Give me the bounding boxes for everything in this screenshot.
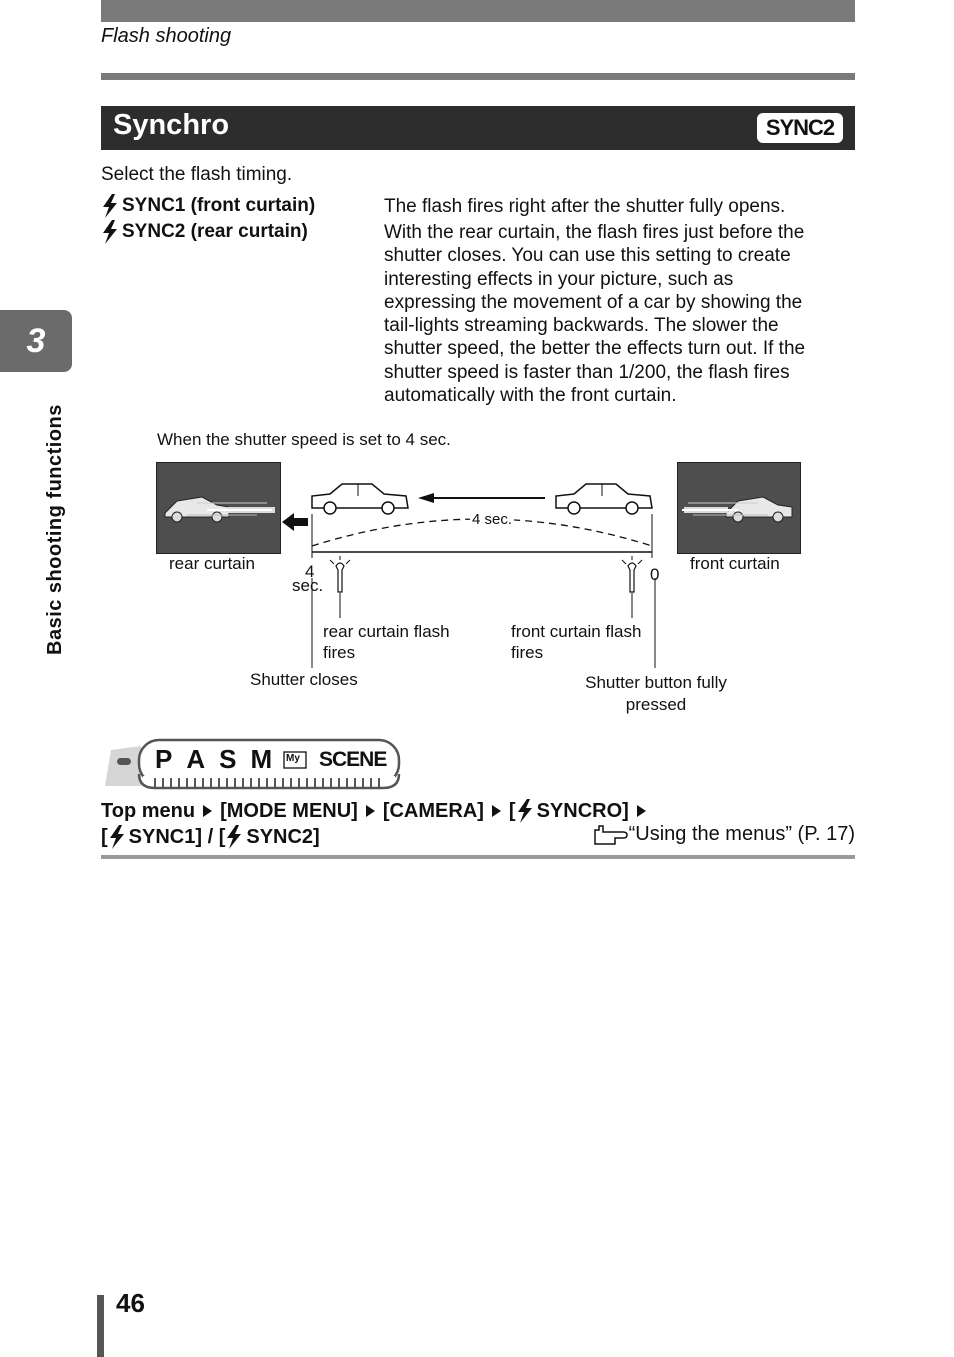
mode-letters [155,744,272,775]
page-number-bar [97,1295,104,1357]
option-sync2-label: SYNC2 (rear curtain) [122,221,308,242]
description-line: automatically with the front curtain. [384,385,677,407]
menu-bracket: [ [101,825,108,848]
menu-camera: [CAMERA] [382,799,484,822]
flash-bulb-icon [622,556,642,592]
front-flash-label [511,621,641,663]
option-sync1-description: The flash fires right after the shutter fully opens. [384,196,786,217]
flash-icon [108,825,126,849]
label-line: front curtain flash [511,622,642,641]
description-line: interesting effects in your picture, such as [384,268,734,290]
menu-path-line-1 [101,799,654,823]
page-title: Synchro [113,109,230,141]
header-bar [101,0,855,22]
label-line: pressed [625,695,687,714]
blurred-car-image [157,463,280,553]
header-rule [101,73,855,80]
diagram-caption: When the shutter speed is set to 4 sec. [157,430,451,449]
arc-label: 4 sec. [472,511,513,528]
page-number: 46 [116,1288,145,1318]
mode-a: A [186,744,206,774]
car-icon [556,484,652,514]
front-curtain-label: front curtain [690,554,780,573]
front-curtain-photo [677,462,801,554]
description-line: shutter speed, the better the effects turn out. If the [384,338,806,360]
mode-m: M [250,744,273,774]
intro-text: Select the flash timing. [101,164,293,185]
label-line: Shutter button fully [585,673,727,692]
flash-icon [516,799,534,823]
start-number: 4 [305,562,315,581]
mode-p: P [155,744,173,774]
rear-curtain-photo [156,462,281,554]
arrow-right-icon [366,805,375,817]
rear-curtain-label: rear curtain [169,554,255,573]
reference-text: “Using the menus” (P. 17) [628,823,855,845]
arrow-head-icon [418,493,434,503]
menu-mode-menu: [MODE MENU] [220,799,358,822]
mode-s: S [219,744,237,774]
description-line: tail-lights streaming backwards. The slower the [384,315,779,337]
shutter-closes-label: Shutter closes [250,670,358,689]
left-arrow-icon [282,513,308,531]
description-line: shutter speed is faster than 1/200, the flash fires [384,361,790,383]
mode-my: My [286,753,300,764]
arrow-right-icon [492,805,501,817]
flash-bulb-icon [330,556,350,592]
chapter-title: Basic shooting functions [44,404,66,655]
arrow-right-icon [203,805,212,817]
flash-icon [101,194,119,218]
start-unit: sec. [292,576,324,595]
section-label: Flash shooting [101,25,232,47]
flash-icon [225,825,243,849]
label-line: fires [323,643,356,662]
option-sync1-term [101,194,315,218]
car-icon [312,484,408,514]
menu-path-line-2 [101,825,320,849]
menu-sync2: SYNC2] [246,825,320,848]
description-line: With the rear curtain, the flash fires just before the [384,222,805,243]
label-line: rear curtain flash [323,622,450,641]
end-number: 0 [650,565,660,584]
blurred-car-image [678,463,800,553]
flash-icon [101,220,119,244]
title-bar [101,106,855,150]
bottom-rule [101,855,855,859]
mode-dial [103,738,403,793]
menu-bracket: [ [508,799,516,822]
description-line: expressing the movement of a car by showing the [384,291,803,313]
sync-badge: SYNC2 [757,113,843,143]
page-reference [593,823,855,846]
option-sync2-term [101,220,308,244]
chapter-tab [0,310,72,372]
rear-flash-label [323,621,450,663]
pointing-hand-icon [593,824,629,846]
menu-syncro: SYNCRO] [536,799,629,822]
option-sync2-description [384,221,846,407]
description-line: shutter closes. You can use this setting to create [384,245,791,267]
arrow-right-icon [637,805,646,817]
label-line: fires [511,643,544,662]
option-sync1-label: SYNC1 (front curtain) [122,195,316,216]
menu-sync1: SYNC1] / [ [128,825,226,848]
mode-scene: SCENE [319,748,387,771]
chapter-number: 3 [26,321,46,360]
menu-top: Top menu [101,799,196,822]
shutter-pressed-label [566,672,746,716]
